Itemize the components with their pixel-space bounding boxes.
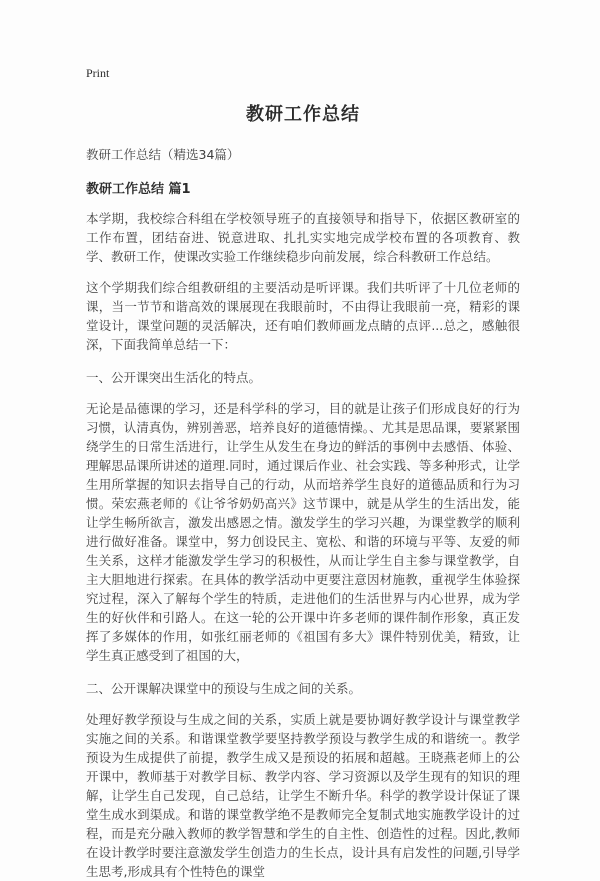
document-content [86,0,520,881]
intro-paragraph: 本学期，我校综合科组在学校领导班子的直接领导和指导下，依据区教研室的工作布置，团结奋进、锐意进取、扎扎实实地完成学校布置的各项教育、教学、教研工作，使课改实验工作继续稳步向前发展，综合科教研工作总结。 [86,211,520,264]
page-title: 教研工作总结 [246,104,360,125]
piece-1-heading: 教研工作总结 篇1 [86,182,191,197]
section-2-paragraph: 处理好教学预设与生成之间的关系，实质上就是要协调好教学设计与课堂教学实施之间的关系。和谐课堂教学要坚持教学预设与教学生成的和谐统一。教学预设为生成提供了前提，教学生成又是预设的拓展和超越。王晓燕老师上的公开课中，教师基于对教学目标、教学内容、学习资源以及学生现有的知识的理解，让学生自己发现，自己总结，让学生不断升华。科学的教学设计保证了课堂生成水到渠成。和谐的课堂教学绝不是教师完全复制式地实施教学设计的过程，而是充分融入教师的教学智慧和学生的自主性、创造性的过程。因此,教师在设计教学时要注意激发学生创造力的生长点，设计具有启发性的问题,引导学生思考,形成具有个性特色的课堂 [86,712,520,879]
section-2-heading: 二、公开课解决课堂中的预设与生成之间的关系。 [86,681,362,696]
section-1-heading: 一、公开课突出生活化的特点。 [86,370,262,385]
section-1-paragraph: 无论是品德课的学习，还是科学科的学习，目的就是让孩子们形成良好的行为习惯，认清真伪，辨别善恶，培养良好的道德情操。、尤其是思品课，要紧紧围绕学生的日常生活进行，让学生从发生在身边的鲜活的事例中去感悟、体验、理解思品课所讲述的道理.同时，通过课后作业、社会实践、等多种形式，让学生用所掌握的知识去指导自己的行动，从而培养学生良好的道德品质和行为习惯。荣宏燕老师的《让爷爷奶奶高兴》这节课中，就是从学生的生活出发，能让学生畅所欲言，激发出感恩之情。激发学生的学习兴趣，为课堂教学的顺利进行做好准备。课堂中，努力创设民主、宽松、和谐的环境与平等、友爱的师生关系，这样才能激发学生学习的积极性，从而让学生自主参与课堂教学，自主大胆地进行探索。在具体的教学活动中更要注意因材施教，重视学生体验探究过程，深入了解每个学生的特质，走进他们的生活世界与内心世界，成为学生的好伙伴和引路人。在这一轮的公开课中许多老师的课件制作形象，真正发挥了多媒体的作用，如张红丽老师的《祖国有多大》课件特别优美，精致，让学生真正感受到了祖国的大， [86,401,520,663]
print-button[interactable]: Print [86,66,110,80]
page-subtitle: 教研工作总结（精选34篇） [86,147,240,162]
activity-paragraph: 这个学期我们综合组教研组的主要活动是听评课。我们共听评了十几位老师的课，当一节节和谐高效的课展现在我眼前时，不由得让我眼前一亮，精彩的课堂设计，课堂问题的灵活解决，还有咱们教师画龙点睛的点评...总之，感触很深，下面我简单总结一下： [86,280,520,352]
